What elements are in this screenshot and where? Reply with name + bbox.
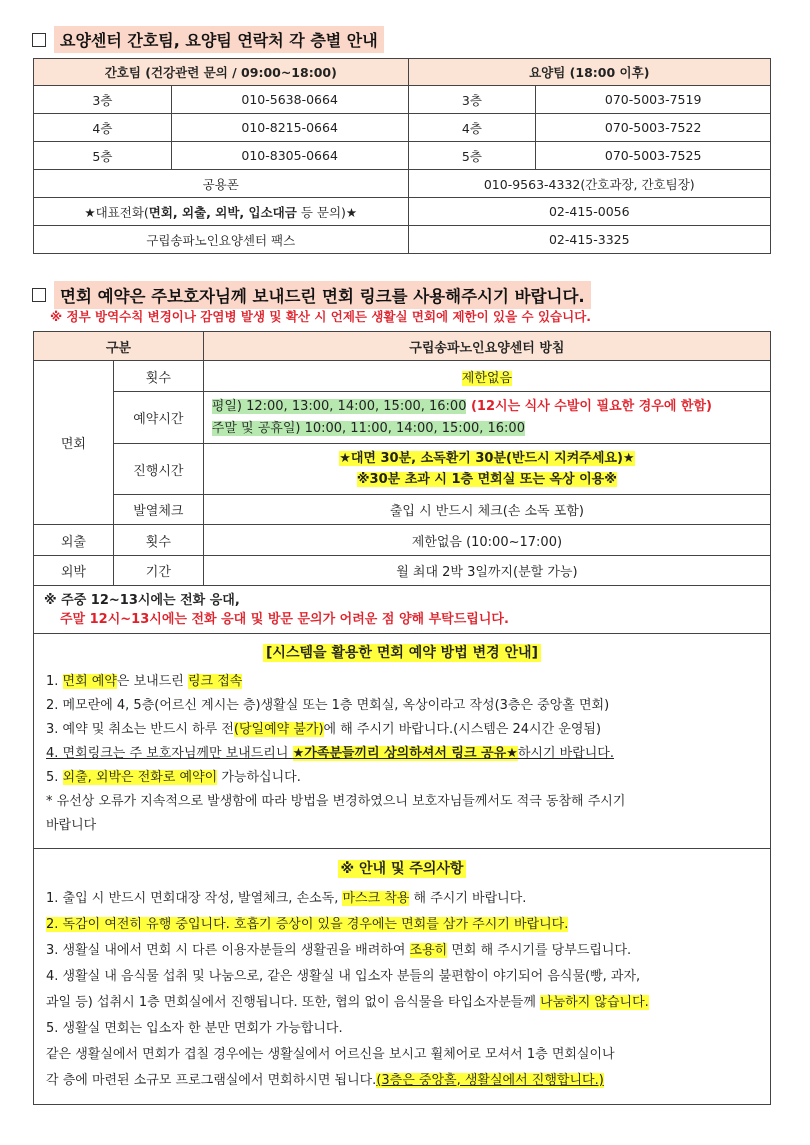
system-line-1: 1. 면회 예약은 보내드린 링크 접속 xyxy=(46,674,243,689)
floor-cell: 5층 xyxy=(408,142,536,170)
fax-number: 02-415-3325 xyxy=(408,226,770,254)
overnight-label: 외박 xyxy=(34,556,114,586)
visit-label: 면회 xyxy=(34,361,114,525)
table-row xyxy=(34,392,771,444)
caution-line-5: 5. 생활실 면회는 입소자 한 분만 면회가 가능합니다. xyxy=(46,1020,343,1036)
floor-cell: 5층 xyxy=(34,142,172,170)
progress-line-2: ※30분 초과 시 1층 면회실 또는 옥상 이용※ xyxy=(356,472,617,487)
phone-cell: 070-5003-7522 xyxy=(536,114,771,142)
overnight-value: 월 최대 2박 3일까지(분할 가능) xyxy=(203,556,770,586)
caution-section xyxy=(34,849,771,1105)
system-title xyxy=(46,642,758,662)
policy-header: 구립송파노인요양센터 방침 xyxy=(203,332,770,361)
floor-cell: 3층 xyxy=(408,86,536,114)
table-row xyxy=(34,198,771,226)
count-value xyxy=(203,361,770,392)
count-label: 횟수 xyxy=(113,361,203,392)
table-row xyxy=(34,361,771,392)
table-row xyxy=(34,525,771,556)
outing-label: 외출 xyxy=(34,525,114,556)
caution-line-6: 같은 생활실에서 면회가 겹칠 경우에는 생활실에서 어르신을 보시고 휠체어로 모셔서 1층 면회실이나 xyxy=(46,1046,615,1062)
table-row xyxy=(34,170,771,198)
count-value-text: 제한없음 xyxy=(461,370,512,386)
table-row xyxy=(34,114,771,142)
nurse-team-header: 간호팀 (건강관련 문의 / 09:00~18:00) xyxy=(34,59,409,86)
caution-line-7: 각 층에 마련된 소규모 프로그램실에서 면회하시면 됩니다.(3층은 중앙홀, 생활실에서 진행합니다.) xyxy=(46,1072,604,1088)
system-line-5: 5. 외출, 외박은 전화로 예약이 가능하십니다. xyxy=(46,770,301,785)
phone-cell: 010-8215-0664 xyxy=(171,114,408,142)
caution-title xyxy=(46,858,758,878)
visit-warning: ※ 정부 방역수칙 변경이나 감염병 발생 및 확산 시 언제든 생활실 면회에 제한이 있을 수 있습니다. xyxy=(50,309,592,324)
outing-value: 제한없음 (10:00~17:00) xyxy=(203,525,770,556)
weekend-times: 주말 및 공휴일) 10:00, 11:00, 14:00, 15:00, 16:00 xyxy=(211,420,525,436)
system-line-7: 바랍니다 xyxy=(46,818,97,833)
table-row xyxy=(34,586,771,634)
table-row xyxy=(34,556,771,586)
main-phone-prefix: ★대표전화( xyxy=(84,204,149,220)
category-header: 구분 xyxy=(34,332,204,361)
phone-cell: 070-5003-7525 xyxy=(536,142,771,170)
floor-cell: 4층 xyxy=(408,114,536,142)
table-row xyxy=(34,86,771,114)
lunch-note xyxy=(34,586,771,634)
phone-cell: 070-5003-7519 xyxy=(536,86,771,114)
progress-value xyxy=(203,444,770,495)
main-phone-bold: 면회, 외출, 외박, 입소대금 xyxy=(148,204,297,220)
public-phone-number: 010-9563-4332(간호과장, 간호팀장) xyxy=(408,170,770,198)
caution-title-text: ※ 안내 및 주의사항 xyxy=(338,860,467,878)
caution-line-3: 3. 생활실 내에서 면회 시 다른 이용자분들의 생활권을 배려하여 조용히 면회 해 주시기를 당부드립니다. xyxy=(46,942,632,958)
system-line-4: 4. 면회링크는 주 보호자님께만 보내드리니 ★가족분들끼리 상의하셔서 링크 공유★하시기 바랍니다. xyxy=(46,746,614,761)
progress-line-1: ★대면 30분, 소독환기 30분(반드시 지켜주세요)★ xyxy=(339,451,635,466)
checkbox-icon xyxy=(32,33,46,47)
visit-policy-table xyxy=(33,331,771,1105)
lunch-note-1: ※ 주중 12~13시에는 전화 응대, xyxy=(44,592,240,608)
caution-line-1: 1. 출입 시 반드시 면회대장 작성, 발열체크, 손소독, 마스크 착용 해 주시기 바랍니다. xyxy=(46,890,527,906)
main-phone-suffix: 등 문의)★ xyxy=(296,204,358,220)
visit-heading-text: 면회 예약은 주보호자님께 보내드린 면회 링크를 사용해주시기 바랍니다. xyxy=(54,281,591,309)
system-section xyxy=(34,634,771,849)
fax-label: 구립송파노인요양센터 팩스 xyxy=(34,226,409,254)
table-row xyxy=(34,849,771,1105)
main-phone-label xyxy=(34,198,409,226)
table-row xyxy=(34,226,771,254)
system-line-2: 2. 메모란에 4, 5층(어르신 계시는 층)생활실 또는 1층 면회실, 옥상이라고 작성(3층은 중앙홀 면회) xyxy=(46,698,610,713)
table-row xyxy=(34,495,771,525)
checkbox-icon xyxy=(32,288,46,302)
reserve-times xyxy=(203,392,770,444)
contact-table xyxy=(33,58,771,254)
fever-label: 발열체크 xyxy=(113,495,203,525)
weekday-times: 평일) 12:00, 13:00, 14:00, 15:00, 16:00 xyxy=(211,398,467,414)
system-title-text: [시스템을 활용한 면회 예약 방법 변경 안내] xyxy=(263,644,541,662)
contact-heading-text: 요양센터 간호팀, 요양팀 연락처 각 층별 안내 xyxy=(54,26,384,53)
main-phone-number: 02-415-0056 xyxy=(408,198,770,226)
system-line-3: 3. 예약 및 취소는 반드시 하루 전(당일예약 불가)에 해 주시기 바랍니다.(시스템은 24시간 운영됨) xyxy=(46,722,602,737)
floor-cell: 3층 xyxy=(34,86,172,114)
weekday-note: (12시는 식사 수발이 필요한 경우에 한함) xyxy=(466,398,712,414)
caution-line-4: 4. 생활실 내 음식물 섭취 및 나눔으로, 같은 생활실 내 입소자 분들의 불편함이 야기되어 음식물(빵, 과자, xyxy=(46,968,641,984)
table-row xyxy=(34,444,771,495)
lunch-note-2: 주말 12시~13시에는 전화 응대 및 방문 문의가 어려운 점 양해 부탁드립니다. xyxy=(60,611,509,627)
caution-line-2: 2. 독감이 여전히 유행 중입니다. 호흡기 증상이 있을 경우에는 면회를 삼가 주시기 바랍니다. xyxy=(46,916,569,932)
fever-value: 출입 시 반드시 체크(손 소독 포함) xyxy=(203,495,770,525)
care-team-header: 요양팀 (18:00 이후) xyxy=(408,59,770,86)
public-phone-label: 공용폰 xyxy=(34,170,409,198)
phone-cell: 010-5638-0664 xyxy=(171,86,408,114)
reserve-label: 예약시간 xyxy=(113,392,203,444)
visit-heading xyxy=(32,281,591,309)
table-row xyxy=(34,142,771,170)
system-line-6: * 유선상 오류가 지속적으로 발생함에 따라 방법을 변경하였으니 보호자님들께서도 적극 동참해 주시기 xyxy=(46,794,626,809)
floor-cell: 4층 xyxy=(34,114,172,142)
overnight-sub: 기간 xyxy=(113,556,203,586)
phone-cell: 010-8305-0664 xyxy=(171,142,408,170)
table-row xyxy=(34,634,771,849)
caution-line-4b: 과일 등) 섭취시 1층 면회실에서 진행됩니다. 또한, 협의 없이 음식물을 타입소자분들께 나눔하지 않습니다. xyxy=(46,994,649,1010)
contact-heading xyxy=(32,26,384,53)
progress-label: 진행시간 xyxy=(113,444,203,495)
outing-sub: 횟수 xyxy=(113,525,203,556)
